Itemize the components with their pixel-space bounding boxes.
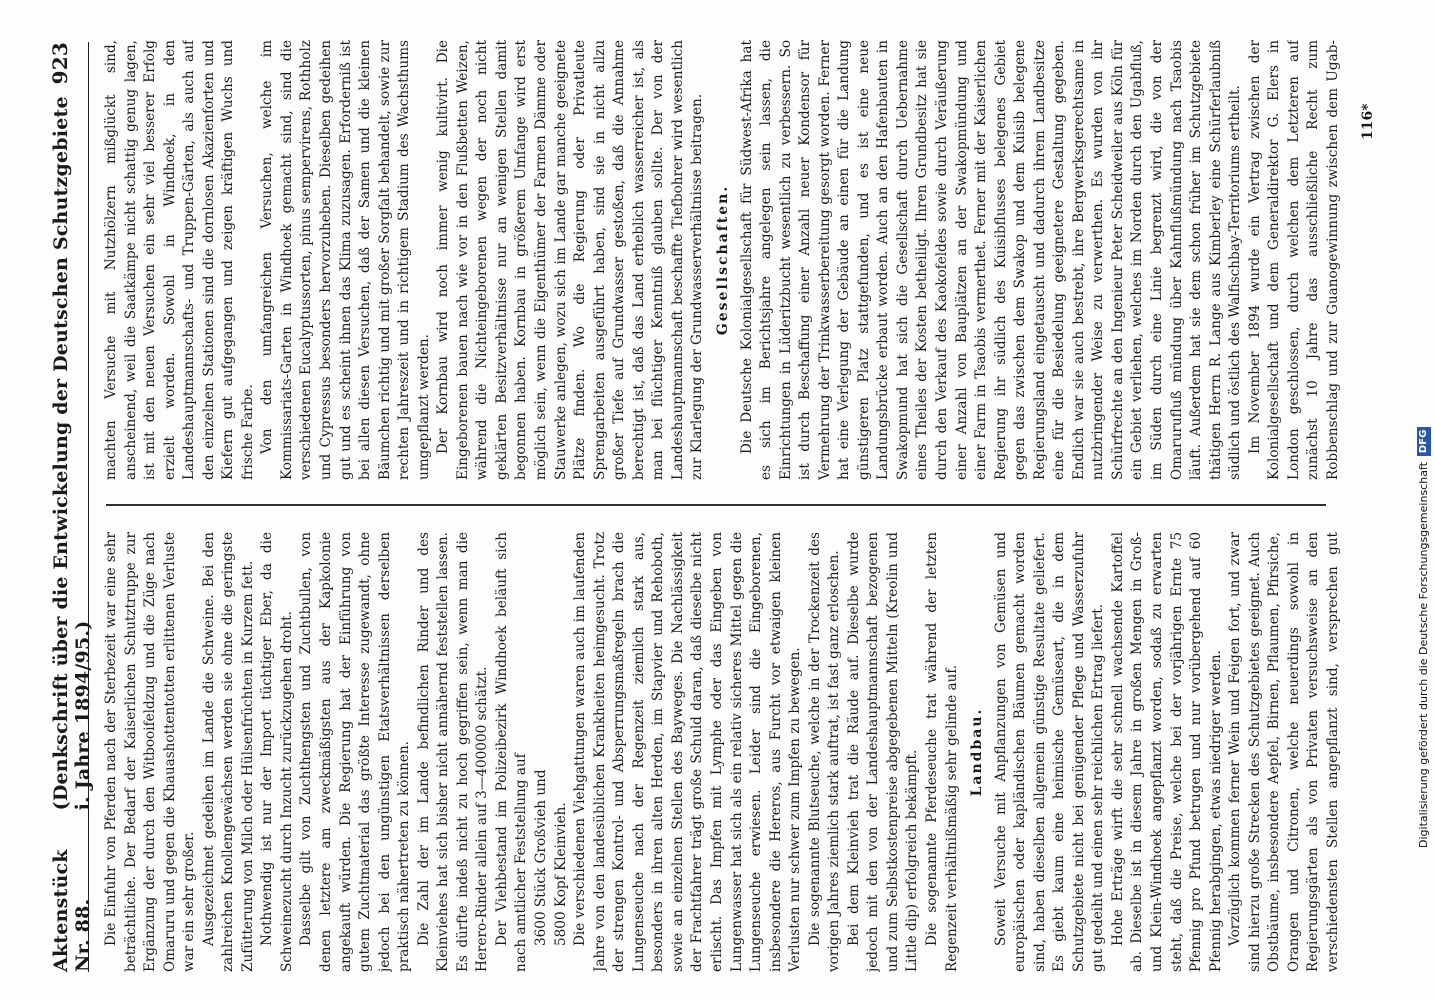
page-header <box>48 42 94 972</box>
paragraph: Die sogenannte Pferdeseuche trat während der letzten Regenzeit verhältnißmäßig sehr gelinde auf. <box>923 532 960 972</box>
right-column <box>102 40 1342 480</box>
rotated-page <box>10 0 1410 1000</box>
paragraph: Bei dem Kleinvieh trat die Räude auf. Dieselbe wurde jedoch mit den von der Landeshauptmannschaft bezogenen und zum Selbstkostenpreise abgegebenen Mitteln (Kreolin und Little dip) erfolgreich bekämpft. <box>845 532 921 972</box>
paragraph: Von den umfangreichen Versuchen, welche im Kommissariats-Garten in Windhoek gemacht sind, sind die verschiedenen Eucalyptussorten, pinus sempervirens, Rothholz und Cypressus besonders hervorzuheben. Dieselben gedeihen gut und es scheint ihnen das Klima zuzusagen. Erforderniß ist bei allen diesen Versuchen, daß der Samen und die kleinen Bäumchen richtig und mit großer Sorgfalt behandelt, sowie zur rechten Jahreszeit und in richtigem Stadium des Wachsthums umgepflanzt werden. <box>259 40 432 480</box>
paragraph: Der Kornbau wird noch immer wenig kultivirt. Die Eingeborenen bauen nach wie vor in den Flußbetten Weizen, während die Nichteingeborenen wegen der noch nicht geklärten Besitzverhältnisse nur an wenigen Stellen damit begonnen haben. Kornbau in größerem Umfange wird erst möglich sein, wenn die Eigenthümer der Farmen Dämme oder Stauwerke anlegen, wozu sich im Lande gar manche geeignete Plätze finden. Wo die Regierung oder Privatleute Sprengarbeiten ausgeführt haben, sind sie in nicht allzu großer Tiefe auf Grundwasser gestoßen, daß die Annahme berechtigt ist, daß das Land erheblich wasserreicher ist, als man bei flüchtiger Kenntniß glauben sollte. Der von der Landeshauptmannschaft beschaffte Tiefbohrer wird wesentlich zur Klarlegung der Grundwasserverhältnisse beitragen. <box>435 40 706 480</box>
paragraph: Die Einfuhr von Pferden nach der Sterbezeit war eine sehr beträchtliche. Der Bedarf der Kaiserlichen Schutztruppe zur Ergänzung der durch den Witbooifeldzug und die Züge nach Omaruru und gegen die Khauashottentotten erlittenen Verluste war ein sehr großer. <box>103 532 198 972</box>
paragraph: Die Zahl der im Lande befindlichen Rinder und des Kleinviehes hat sich bisher nicht annähernd feststellen lassen. Es dürfte indeß nicht zu hoch gegriffen sein, wenn man die Herero-Rinder allein auf 3—400000 schätzt. <box>415 532 491 972</box>
paragraph: Nothwendig ist nur der Import tüchtiger Eber, da die Schweinezucht durch Inzucht zurückzugehen droht. <box>259 532 295 972</box>
paragraph: Soweit Versuche mit Anpflanzungen von Gemüsen und europäischen oder kapländischen Bäumen gemacht worden sind, haben dieselben allgemein günstige Resultate geliefert. Es giebt kaum eine heimische Gemüseart, die in dem Schutzgebiete nicht bei genügender Pflege und Wasserzufuhr gut gedeiht und einen sehr reichlichen Ertrag liefert. <box>992 532 1107 972</box>
paragraph: Dasselbe gilt von Zuchthengsten und Zuchtbullen, von denen letztere am zweckmäßigsten aus der Kapkolonie angekauft würden. Die Regierung hat der Einführung von gutem Zuchtmaterial das größte Interesse zugewandt, ohne jedoch bei den ungünstigen Etatsverhältnissen derselben praktisch nähertreten zu können. <box>298 532 413 972</box>
paragraph: Die verschiedenen Viehgattungen waren auch im laufenden Jahre von den landesüblichen Krankheiten heimgesucht. Trotz der strengen Kontrol- und Absperrungsmaßregeln brach die Lungenseuche nach der Regenzeit ziemlich stark aus, besonders in ihren alten Herden, im Stapvier und Rehoboth, sowie an einzelnen Stellen des Bayweges. Die Nachlässigkeit der Frachtfahrer trägt große Schuld daran, daß dieselbe nicht erlischt. Das Impfen mit Lymphe oder das Eingeben von Lungenwasser hat sich als ein relativ sicheres Mittel gegen die Lungenseuche erwiesen. Leider sind die Eingeborenen, insbesondere die Hereros, aus Furcht vor etwaigen kleinen Verlusten nur schwer zum Impfen zu bewegen. <box>572 532 804 972</box>
page-number: 923 <box>48 42 72 85</box>
paragraph: Die Deutsche Kolonialgesellschaft für Südwest-Afrika hat es sich im Berichtsjahre angelegen sein lassen, die Einrichtungen in Lüderitzbucht wesentlich zu verbessern. So ist durch Beschaffung einer Anzahl neuer Kondensor für Vermehrung der Trinkwasserbereitung gesorgt worden. Ferner hat eine Verlegung der Gebäude an einen für die Landung günstigeren Platz stattgefunden, und es ist eine neue Landungsbrücke erbaut worden. Auch an den Hafenbauten in Swakopmund hat sich die Gesellschaft durch Uebernahme eines Theiles der Kosten betheiligt. Ihren Grundbesitz hat sie durch den Verkauf des Kaokofeldes sowie durch Veräußerung einer Anzahl von Bauplätzen an der Swakopmündung und einer Farm in Tsaobis vermerthet. Ferner mit der Kaiserlichen Regierung ihr südlich des Kuisibflusses belegenes Gebiet gegen das zwischen dem Swakop und dem Kuisib belegene Regierungsland eingetauscht und dadurch ihrem Landbesitze eine für die Besiedelung geeignetere Gestaltung gegeben. Endlich war sie auch bestrebt, ihre Bergwerksgerechtsame in nutzbringender Weise zu verwerthen. Es wurden von ihr Schürfrechte an den Ingenieur Peter Scheidweiler aus Köln für ein Gebiet verliehen, welches im Norden durch den Ugabfluß, im Süden durch eine Linie begrenzt wird, die von der Omarurufluß mündung über Kahnflußmündung nach Tsaobis läuft. Außerdem hat sie dem schon früher im Schutzgebiete thätigen Herrn R. Lange aus Kimberley eine Schürferlaubniß südlich und östlich des Walfischbay-Territoriums ertheilt. <box>738 40 1244 480</box>
section-heading-gesellschaften: Gesellschaften. <box>714 184 731 336</box>
paragraph: Der Viehbestand im Polizeibezirk Windhoek beläuft sich nach amtlicher Feststellung auf <box>493 532 530 972</box>
paragraph: Ausgezeichnet gedeihen im Lande die Schweine. Bei den zahlreichen Knollengewächsen werden sie ohne die geringste Zufütterung von Milch oder Hülsenfrüchten in Kurzem fett. <box>200 532 256 972</box>
paragraph: machten Versuche mit Nutzhölzern mißglückt sind, anscheinend, weil die Saatkämpe nicht schattig genug lagen, ist mit den neuen Versuchen ein sehr viel besserer Erfolg erzielt worden. Sowohl in Windhoek, in den Landeshauptmannschafts- und Truppen-Gärten, als auch auf den einzelnen Stationen sind die dornlosen Akazienforten und Kiefern gut aufgegangen und zeigen kräftigen Wuchs und frische Farbe. <box>103 40 256 480</box>
paragraph: Die sogenannte Blutseuche, welche in der Trockenzeit des vorigen Jahres ziemlich stark auftrat, ist fast ganz erloschen. <box>806 532 843 972</box>
paragraph: Vorzüglich kommen ferner Wein und Feigen fort, und zwar sind hierzu große Strecken des Schutzgebietes geeignet. Auch Obstbäume, insbesondere Aepfel, Birnen, Pflaumen, Pfirsiche, Orangen und Citronen, welche neuerdings sowohl in Regierungsgärten als von Privaten versuchsweise an den verschiedensten Stellen angepflanzt sind, versprechen gut <box>1227 532 1341 972</box>
dfg-logo-icon: DFG <box>1417 427 1431 456</box>
document-number: Aktenstück Nr. 88. <box>50 849 94 972</box>
left-column <box>102 532 1342 972</box>
page-title: (Denkschrift über die Entwickelung der Deutschen Schutzgebiete i. Jahre 1894/95.) <box>50 96 94 811</box>
column-divider <box>106 505 1326 507</box>
section-heading-landbau: Landbau. <box>969 707 986 797</box>
livestock-count-small: 5800 Kopf Kleinvieh. <box>552 802 569 946</box>
paragraph: Im November 1894 wurde ein Vertrag zwischen der Kolonialgesellschaft und dem Generaldirektor G. Elers in London geschlossen, durch welchen dem Letzteren auf zunächst 10 Jahre das ausschließliche Recht zum Robbenschlag und zur Guanogewinnung zwischen dem Ugab- <box>1246 40 1341 480</box>
signature-mark: 116* <box>1360 103 1376 140</box>
livestock-count-large: 3600 Stück Großvieh und <box>533 769 550 946</box>
sidebar-credit <box>1416 8 1432 848</box>
paragraph: Hohe Erträge wirft die sehr schnell wachsende Kartoffel ab. Dieselbe ist in diesem Jahre in großen Mengen in Groß- und Klein-Windhoek angepflanzt worden, sodaß zu erwarten steht, daß die Preise, welche bei der vorjährigen Ernte 75 Pfennig pro Pfund betrugen und nur vorübergehend auf 60 Pfennig herabgingen, etwas niedriger werden. <box>1109 532 1224 972</box>
credit-text: Digitalisierung gefördert durch die Deutsche Forschungsgemeinschaft <box>1417 462 1430 848</box>
